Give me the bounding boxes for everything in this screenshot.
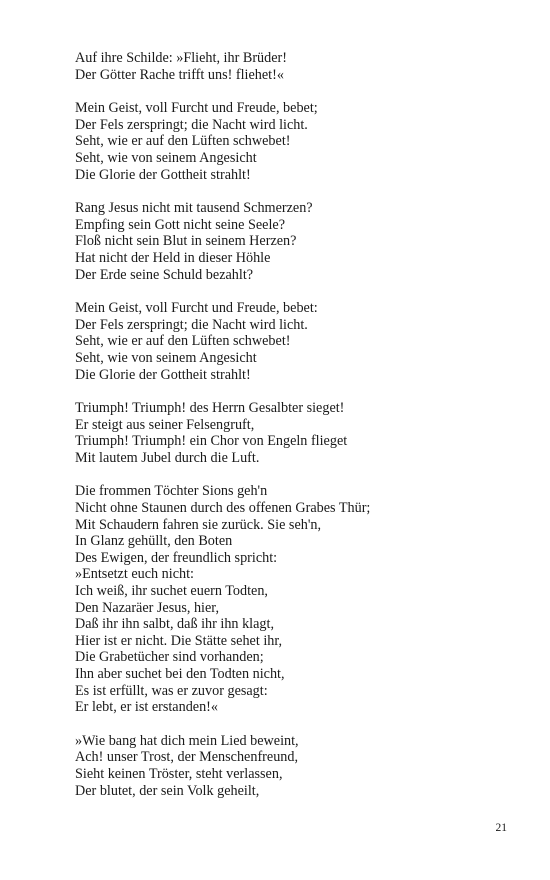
verse-line: Triumph! Triumph! des Herrn Gesalbter sieget! — [75, 400, 345, 417]
stanza-4 — [75, 300, 515, 383]
verse-line: Der blutet, der sein Volk geheilt, — [75, 782, 260, 799]
verse-line: Der Götter Rache trifft uns! fliehet!« — [75, 66, 284, 83]
verse-line: Seht, wie er auf den Lüften schwebet! — [75, 133, 291, 150]
verse-line: Mein Geist, voll Furcht und Freude, bebet; — [75, 100, 318, 117]
verse-line: Seht, wie von seinem Angesicht — [75, 349, 257, 366]
verse-line: Der Erde seine Schuld bezahlt? — [75, 266, 254, 283]
verse-line: Er steigt aus seiner Felsengruft, — [75, 416, 255, 433]
verse-line: Ach! unser Trost, der Menschenfreund, — [75, 749, 299, 766]
stanza-3 — [75, 200, 515, 283]
stanza-1 — [75, 50, 515, 83]
verse-line: Die Glorie der Gottheit strahlt! — [75, 366, 251, 383]
verse-line: Den Nazaräer Jesus, hier, — [75, 599, 219, 616]
verse-line: Die frommen Töchter Sions geh'n — [75, 483, 268, 500]
poem-text — [75, 50, 515, 816]
page-number: 21 — [495, 822, 507, 834]
verse-line: Daß ihr ihn salbt, daß ihr ihn klagt, — [75, 616, 274, 633]
verse-line: Rang Jesus nicht mit tausend Schmerzen? — [75, 200, 313, 217]
verse-line: »Entsetzt euch nicht: — [75, 566, 194, 583]
verse-line: Hier ist er nicht. Die Stätte sehet ihr, — [75, 632, 283, 649]
verse-line: Ich weiß, ihr suchet euern Todten, — [75, 583, 268, 600]
stanza-2 — [75, 100, 515, 183]
verse-line: Es ist erfüllt, was er zuvor gesagt: — [75, 682, 268, 699]
stanza-6 — [75, 483, 515, 715]
verse-line: Des Ewigen, der freundlich spricht: — [75, 549, 278, 566]
verse-line: Er lebt, er ist erstanden!« — [75, 699, 219, 716]
verse-line: Hat nicht der Held in dieser Höhle — [75, 249, 271, 266]
verse-line: Der Fels zerspringt; die Nacht wird licht. — [75, 316, 308, 333]
verse-line: Floß nicht sein Blut in seinem Herzen? — [75, 233, 297, 250]
stanza-7 — [75, 733, 515, 799]
stanza-5 — [75, 400, 515, 466]
verse-line: Nicht ohne Staunen durch des offenen Grabes Thür; — [75, 500, 371, 517]
verse-line: Mit lautem Jubel durch die Luft. — [75, 449, 260, 466]
verse-line: Empfing sein Gott nicht seine Seele? — [75, 216, 285, 233]
verse-line: Mein Geist, voll Furcht und Freude, bebet: — [75, 300, 318, 317]
verse-line: »Wie bang hat dich mein Lied beweint, — [75, 732, 299, 749]
verse-line: In Glanz gehüllt, den Boten — [75, 533, 233, 550]
verse-line: Die Glorie der Gottheit strahlt! — [75, 166, 251, 183]
verse-line: Triumph! Triumph! ein Chor von Engeln flieget — [75, 433, 348, 450]
verse-line: Auf ihre Schilde: »Flieht, ihr Brüder! — [75, 50, 287, 66]
verse-line: Ihn aber suchet bei den Todten nicht, — [75, 666, 285, 682]
verse-line: Mit Schaudern fahren sie zurück. Sie seh'n, — [75, 516, 322, 533]
verse-line: Seht, wie von seinem Angesicht — [75, 149, 257, 166]
verse-line: Seht, wie er auf den Lüften schwebet! — [75, 333, 291, 350]
verse-line: Sieht keinen Tröster, steht verlassen, — [75, 765, 283, 782]
verse-line: Die Grabetücher sind vorhanden; — [75, 649, 264, 666]
verse-line: Der Fels zerspringt; die Nacht wird licht. — [75, 116, 308, 133]
